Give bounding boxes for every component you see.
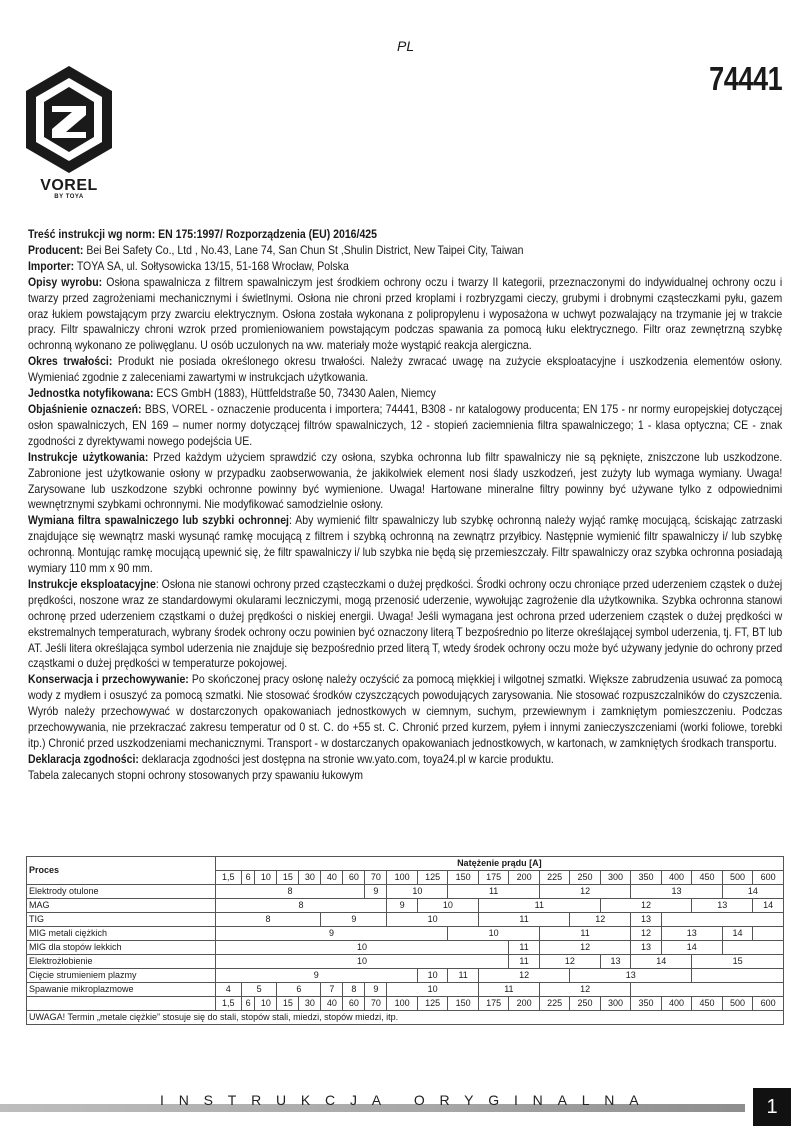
section-importer: Importer: TOYA SA, ul. Sołtysowicka 13/15, 51-168 Wrocław, Polska [28, 258, 349, 273]
current-value: 1,5 [215, 871, 241, 885]
shade-level: 8 [215, 899, 387, 913]
shade-level: 9 [215, 927, 448, 941]
shade-level [631, 983, 784, 997]
current-value: 450 [692, 997, 722, 1011]
current-value: 400 [661, 871, 691, 885]
shade-level: 10 [387, 983, 478, 997]
section-notified-body: Jednostka notyfikowana: ECS GmbH (1883), Hüttfeldstraße 50, 73430 Aalen, Niemcy [28, 386, 436, 401]
section-operation: Instrukcje eksploatacyjne: Osłona nie stanowi ochrony przed cząsteczkami o dużej prędkości. Środki ochrony oczu chroniące przed uderzeniem cząstek o dużej prędkości, noszone wraz ze standardowymi okularami leczniczymi, mogą przenosić uderzenie, wywołując zagrożenie dla użytkownika. Szybka ochronna stanowi ochronę przed uderzeniem cząstkami o dużej prędkości o niskiej energii. Uwaga! Jeśli wymagana jest ochrona przed uderzeniem cząstek o dużej prędkości w ekstremalnych temperaturach, wybrany środek ochrony oczu powinien być oznaczony literą T bezpośrednio po literze określającej symbol uderzenia, tj. FT, BT lub AT. Jeśli litera określająca symbol uderzenia nie znajduje się bezpośrednio przed literą T, wtedy środek ochrony oczu może być używany jedynie do ochrony przed cząstkami o dużej prędkości w temperaturze pokojowej. [28, 576, 783, 671]
shade-level: 9 [321, 913, 387, 927]
current-value: 10 [255, 871, 277, 885]
current-value: 70 [365, 871, 387, 885]
current-value: 350 [631, 871, 661, 885]
shade-level: 8 [215, 885, 365, 899]
section-label: Objaśnienie oznaczeń: [28, 401, 142, 416]
current-value: 350 [631, 997, 661, 1011]
instruction-text [28, 227, 782, 784]
shade-level: 9 [365, 885, 387, 899]
shade-level: 11 [509, 941, 539, 955]
shade-level: 10 [387, 885, 448, 899]
table-caption: Tabela zalecanych stopni ochrony stosowanych przy spawaniu łukowym [28, 767, 364, 782]
current-value: 175 [478, 871, 508, 885]
shade-level: 11 [539, 927, 630, 941]
shade-level: 13 [692, 899, 753, 913]
section-label: Importer: [28, 258, 75, 273]
section-label: Deklaracja zgodności: [28, 751, 139, 766]
shade-level: 10 [448, 927, 539, 941]
section-producer: Producent: Bei Bei Safety Co., Ltd , No.43, Lane 74, San Chun St ,Shulin District, New Taipei City, Taiwan [28, 242, 524, 257]
current-value: 40 [321, 997, 343, 1011]
shade-level: 8 [343, 983, 365, 997]
process-name: Cięcie strumieniem plazmy [27, 969, 216, 983]
current-value: 250 [570, 871, 600, 885]
brand-name: VOREL [40, 177, 98, 194]
current-value: 600 [753, 871, 784, 885]
table-row [27, 927, 784, 941]
shade-level: 11 [478, 983, 539, 997]
section-label: Producent: [28, 242, 84, 257]
shade-level: 11 [478, 913, 569, 927]
section-label: Wymiana filtra spawalniczego lub szybki ochronnej [28, 513, 289, 528]
section-maintenance: Konserwacja i przechowywanie: Po skończonej pracy osłonę należy oczyścić za pomocą miękkiej i wilgotnej szmatki. Większe zabrudzenia usuwać za pomocą wody z mydłem i osuszyć za pomocą szmatki. Nie stosować środków czyszczących powodujących zarysowania. Nie stosować rozpuszczalników do czyszczenia. Wyrób należy przechowywać w dostarczonych opakowaniach jednostkowych w ciemnym, suchym, przewiewnym i zamkniętym pomieszczeniu. Podczas przechowywania, nie przekraczać zakresu temperatur od 0 st. C. do +55 st. C. Chronić przed kurzem, pyłem i innymi zanieczyszczeniami (worki foliowe, torebki itp.) Chronić przed uszkodzeniami mechanicznymi. Transport - w dostarczanych opakowaniach jednostkowych, w kartonach, w zamkniętych środkach transportu. [28, 672, 783, 750]
section-markings: Objaśnienie oznaczeń: BBS, VOREL - oznaczenie producenta i importera; 74441, B308 - nr katalogowy producenta; EN 175 - nr normy europejskiej dotyczącej osłon spawalniczych, EN 169 – numer normy dotyczącej filtrów spawalniczych, 12 - stopień zaciemnienia filtra spawalniczego; 1 - klasa optyczna; CE - znak zgodności z dyrektywami nowego podejścia UE. [28, 401, 783, 448]
current-value: 15 [277, 871, 299, 885]
shade-level: 12 [631, 927, 661, 941]
shade-level: 11 [448, 969, 478, 983]
current-value: 150 [448, 997, 478, 1011]
process-name: Elektrody otulone [27, 885, 216, 899]
shade-level: 10 [387, 913, 478, 927]
brand-subtitle: BY TOYA [54, 194, 84, 200]
current-value: 15 [277, 997, 299, 1011]
shade-level [661, 913, 783, 927]
section-label: Treść instrukcji wg norm: EN 175:1997/ Rozporządzenia (EU) 2016/425 [28, 227, 377, 241]
current-footer-row [27, 997, 784, 1011]
shade-level: 13 [631, 913, 661, 927]
table-row [27, 969, 784, 983]
shade-level [692, 969, 784, 983]
empty-cell [27, 997, 216, 1011]
shade-level: 12 [539, 983, 630, 997]
section-label: Jednostka notyfikowana: [28, 386, 154, 401]
shade-level: 12 [539, 885, 630, 899]
shade-level: 4 [215, 983, 241, 997]
section-usage: Instrukcje użytkowania: Przed każdym użyciem sprawdzić czy osłona, szybka ochronna lub filtr spawalniczy nie są pęknięte, zniszczone lub uszkodzone. Zabronione jest użytkowanie osłony w przypadku zaobserwowania, że jakikolwiek element nosi ślady uszkodzeń, jest zużyty lub wymaga wymiany. Uwaga! Zarysowane lub uszkodzone szybki ochronne powinny być wymienione. Uwaga! Hartowane mineralne filtry powinny być używane tylko z odpowiednimi wewnętrznymi szybkami ochronnymi. Nie modyfikować samodzielnie osłony. [28, 449, 783, 512]
shade-level [753, 927, 784, 941]
shade-level: 10 [215, 941, 509, 955]
process-name: TIG [27, 913, 216, 927]
shade-level: 12 [539, 941, 630, 955]
current-value: 400 [661, 997, 691, 1011]
shade-level: 15 [692, 955, 784, 969]
shade-level: 12 [539, 955, 600, 969]
section-label: Konserwacja i przechowywanie: [28, 672, 189, 687]
current-value: 500 [722, 871, 752, 885]
table-row [27, 913, 784, 927]
shade-level: 13 [631, 941, 661, 955]
current-value: 500 [722, 997, 752, 1011]
note-row [27, 1011, 784, 1025]
current-value: 450 [692, 871, 722, 885]
shade-level: 13 [570, 969, 692, 983]
shade-level: 14 [753, 899, 784, 913]
table-row [27, 885, 784, 899]
shade-level: 11 [448, 885, 539, 899]
shade-level: 6 [277, 983, 321, 997]
vorel-logo [26, 66, 112, 174]
table-row [27, 941, 784, 955]
shade-level: 10 [417, 969, 447, 983]
shade-level: 14 [661, 941, 722, 955]
current-value: 225 [539, 871, 569, 885]
current-value: 100 [387, 997, 417, 1011]
page-number: 1 [753, 1088, 791, 1126]
process-name: Elektrożłobienie [27, 955, 216, 969]
section-declaration: Deklaracja zgodności: deklaracja zgodności jest dostępna na stronie ww.yato.com, toya24.pl w karcie produktu. [28, 751, 554, 766]
proces-header: Proces [27, 857, 216, 885]
process-name: MIG dla stopów lekkich [27, 941, 216, 955]
current-value: 1,5 [215, 997, 241, 1011]
current-value: 60 [343, 871, 365, 885]
process-name: MAG [27, 899, 216, 913]
process-name: Spawanie mikroplazmowe [27, 983, 216, 997]
table-note: UWAGA! Termin „metale ciężkie” stosuje się do stali, stopów stali, miedzi, stopów miedzi, itp. [27, 1011, 784, 1025]
current-value: 600 [753, 997, 784, 1011]
section-description: Opisy wyrobu: Osłona spawalnicza z filtrem spawalniczym jest środkiem ochrony oczu i twarzy II kategorii, przeznaczonymi do indywidualnej ochrony oczu i twarzy przed zagrożeniami mechanicznymi i świetlnymi. Osłona nie chroni przed kroplami i rozbryzgami cieczy, grubymi i drobnymi cząsteczkami pyłu, gazem oraz łukiem powstającym przy zwarciu elektrycznym. Osłona została wykonana z polipropylenu i wyposażona w uchwyt pozwalający na trzymanie jej w trakcie pracy. Filtr spawalniczy chroni wzrok przed promieniowaniem powstającym podczas spawania za pomocą łuku elektrycznego. Filtr oraz zewnętrzną szybkę ochronną wykonano ze poliwęglanu. U osób uczulonych na ww. materiały może wystąpić reakcja alergiczna. [28, 274, 783, 353]
current-value: 300 [600, 997, 630, 1011]
section-label: Instrukcje użytkowania: [28, 449, 149, 464]
shade-level: 5 [241, 983, 277, 997]
shade-level: 11 [509, 955, 539, 969]
current-value: 30 [299, 871, 321, 885]
process-name: MIG metali ciężkich [27, 927, 216, 941]
section-label: Instrukcje eksploatacyjne [28, 576, 156, 591]
shade-level: 13 [661, 927, 722, 941]
shade-level: 8 [215, 913, 321, 927]
current-value: 6 [241, 997, 255, 1011]
current-value: 100 [387, 871, 417, 885]
shade-level: 11 [478, 899, 600, 913]
shade-level: 10 [215, 955, 509, 969]
section-norms [28, 227, 782, 243]
current-value: 70 [365, 997, 387, 1011]
footer-text: INSTRUKCJA ORYGINALNA [160, 1092, 654, 1108]
table-row [27, 983, 784, 997]
language-code: PL [397, 38, 415, 54]
shade-level: 10 [417, 899, 478, 913]
table-row [27, 899, 784, 913]
current-value: 200 [509, 871, 539, 885]
shade-level: 12 [478, 969, 569, 983]
shade-level: 12 [570, 913, 631, 927]
section-label: Okres trwałości: [28, 354, 113, 369]
shade-level: 9 [215, 969, 417, 983]
current-value: 6 [241, 871, 255, 885]
shade-level: 12 [600, 899, 691, 913]
section-shelf-life: Okres trwałości: Produkt nie posiada określonego okresu trwałości. Należy zwracać uwagę na zużycie eksploatacyjne i uszkodzenia elementów osłony. Wymieniać zgodnie z zaleceniami zawartymi w instrukcjach użytkowania. [28, 354, 783, 385]
shade-level: 14 [631, 955, 692, 969]
shade-level: 9 [387, 899, 417, 913]
shade-level [722, 941, 783, 955]
current-value: 60 [343, 997, 365, 1011]
shade-level: 9 [365, 983, 387, 997]
current-value: 125 [417, 997, 447, 1011]
amp-header: Natężenie prądu [A] [215, 857, 783, 871]
section-filter-replacement: Wymiana filtra spawalniczego lub szybki ochronnej: Aby wymienić filtr spawalniczy lub szybkę ochronną należy wyjąć ramkę mocującą, ściskając zatrzaski znajdujące się wewnątrz maski wysunąć ramkę mocującą z filtrem i szybką ochronną na zewnątrz przyłbicy. Następnie wymienić filtr spawalniczy i/ lub szybkę ochronną. Montując ramkę mocującą upewnić się, że filtr spawalniczy i/ lub szybka nie będą się przemieszczały. Filtr spawalniczy oraz szybka ochronna posiadają wymiary 110 mm x 90 mm. [28, 513, 783, 576]
shade-level: 13 [631, 885, 722, 899]
table-header-row [27, 857, 784, 871]
current-value: 200 [509, 997, 539, 1011]
current-value: 175 [478, 997, 508, 1011]
current-value: 125 [417, 871, 447, 885]
section-label: Opisy wyrobu: [28, 274, 103, 289]
table-row [27, 955, 784, 969]
vorel-logo-icon [26, 66, 112, 174]
protection-table [26, 856, 784, 1025]
shade-level: 14 [722, 927, 752, 941]
shade-level: 13 [600, 955, 630, 969]
shade-level: 7 [321, 983, 343, 997]
current-value: 300 [600, 871, 630, 885]
current-value: 250 [570, 997, 600, 1011]
current-value: 225 [539, 997, 569, 1011]
shade-level: 14 [722, 885, 783, 899]
current-value: 40 [321, 871, 343, 885]
model-number: 74441 [708, 60, 782, 97]
current-value: 30 [299, 997, 321, 1011]
current-value: 150 [448, 871, 478, 885]
current-value: 10 [255, 997, 277, 1011]
